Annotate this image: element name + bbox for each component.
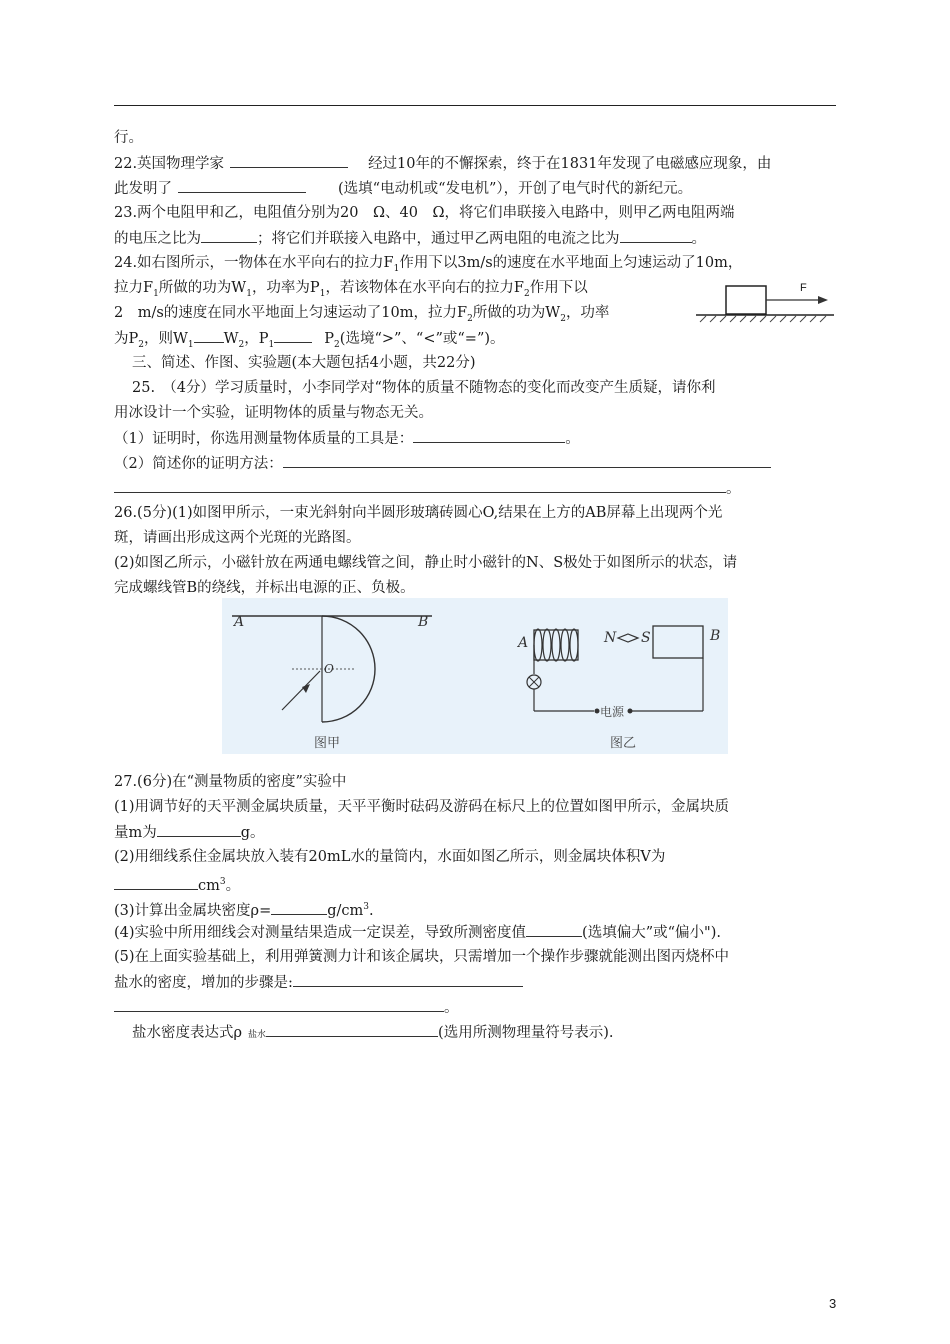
q27-blank6[interactable]	[114, 997, 444, 1012]
q24-blank1[interactable]	[194, 328, 224, 343]
section3-heading: 三、简述、作图、实验题(本大题包括4小题，共22分)	[132, 355, 476, 371]
caption-fig-a: 图甲	[314, 736, 341, 751]
label-s: S	[641, 630, 651, 646]
q25-blank1[interactable]	[413, 428, 565, 443]
q23-blank2[interactable]	[620, 228, 692, 243]
q24-line4: 为$P_2$，则$W_1$ $W_2$，$P_1$ $P_2$(选境“>”、“<”或“=”)。	[114, 328, 505, 355]
q27-line6: (3)计算出金属块密度$\rho= g/cm^3$.	[114, 897, 374, 921]
power-label: 电源	[600, 705, 625, 719]
q24-blank2[interactable]	[274, 328, 312, 343]
caption-fig-b: 图乙	[610, 736, 637, 751]
q22-line2: 此发明了 (选填“电动机或“发电机”），开创了电气时代的新纪元。	[114, 178, 692, 199]
page-number: 3	[829, 1296, 837, 1311]
q25-line5: 。	[114, 478, 741, 499]
continued-text: 行。	[114, 130, 143, 146]
q27-line11: 盐水密度表达式ρ 盐水 (选用所测物理量符号表示).	[132, 1022, 613, 1045]
q27-line4: (2)用细线系住金属块放入装有20mL水的量筒内，水面如图乙所示，则金属块体积V为	[114, 849, 666, 865]
q26-line1: 26.(5分)(1)如图甲所示，一束光斜射向半圆形玻璃砖圆心O,结果在上方的AB屏幕上出现两个光	[114, 505, 723, 521]
q23-blank1[interactable]	[201, 228, 257, 243]
label-a2: A	[518, 635, 529, 651]
q27-line1: 27.(6分)在“测量物质的密度”实验中	[114, 774, 347, 790]
q26-line2: 斑，请画出形成这两个光斑的光路图。	[114, 530, 361, 546]
q27-blank2[interactable]	[114, 875, 198, 890]
q24-line3: 2 m/s的速度在同水平地面上匀速运动了10m，拉力$F_2$所做的功为$W_2$，功率	[114, 305, 610, 324]
q27-blank1[interactable]	[157, 822, 241, 837]
figure-drawings	[222, 598, 728, 754]
q27-blank7[interactable]	[266, 1022, 438, 1037]
q25-line2: 用冰设计一个实验，证明物体的质量与物态无关。	[114, 405, 433, 421]
q27-line10: 。	[114, 997, 459, 1018]
q26-line4: 完成螺线管B的绕线，并标出电源的正、负极。	[114, 580, 415, 596]
header-rule	[114, 105, 836, 106]
q27-line9: 盐水的密度，增加的步骤是:	[114, 972, 523, 993]
q24-line1: 24.如右图所示，一物体在水平向右的拉力$F_1$作用下以3m/s的速度在水平地面上匀速运动了10m，	[114, 255, 743, 274]
q25-blank3[interactable]	[114, 478, 726, 493]
q24-line2: 拉力$F_1$所做的功为$W_1$，功率为$P_1$，若该物体在水平向右的拉力$F_2$作用下以	[114, 280, 588, 299]
force-label: F	[800, 282, 807, 294]
q22-line1: 22.英国物理学家 经过10年的不懈探索，终于在1831年发现了电磁感应现象，由	[114, 153, 771, 174]
label-n: N	[604, 630, 617, 646]
block-force-figure	[694, 280, 840, 328]
q27-line7: (4)实验中所用细线会对测量结果造成一定误差，导致所测密度值 (选填偏大”或“偏小").	[114, 922, 721, 943]
label-b2: B	[710, 628, 721, 644]
q27-line5: $cm^3$。	[114, 872, 240, 896]
q27-blank5[interactable]	[293, 972, 523, 987]
q25-line3: （1）证明时，你选用测量物体质量的工具是： 。	[114, 428, 580, 449]
q22-blank2[interactable]	[178, 178, 306, 193]
label-b: B	[418, 614, 429, 630]
q27-line2: (1)用调节好的天平测金属块质量，天平平衡时砝码及游码在标尺上的位置如图甲所示，金属块质	[114, 799, 730, 815]
q22-blank1[interactable]	[230, 153, 348, 168]
label-a: A	[234, 614, 245, 630]
q27-blank4[interactable]	[526, 922, 582, 937]
q25-blank2[interactable]	[283, 453, 771, 468]
q27-line3: 量m为 g。	[114, 822, 265, 843]
q25-line1: 25. （4分）学习质量时，小李同学对“物体的质量不随物态的变化而改变产生质疑，请你利	[132, 380, 716, 396]
figure-panel	[222, 598, 728, 754]
q26-line3: (2)如图乙所示，小磁针放在两通电螺线管之间，静止时小磁针的N、S极处于如图所示的状态，请	[114, 555, 738, 571]
label-o: O	[324, 662, 334, 676]
q23-line2: 的电压之比为 ；将它们并联接入电路中，通过甲乙两电阻的电流之比为 。	[114, 228, 706, 249]
q25-line4: （2）简述你的证明方法：	[114, 453, 771, 474]
q27-line8: (5)在上面实验基础上，利用弹簧测力计和该企属块，只需增加一个操作步骤就能测出图丙烧杯中	[114, 949, 730, 965]
q27-blank3[interactable]	[271, 900, 327, 915]
q23-line1: 23.两个电阻甲和乙，电阻值分别为20 Ω、40 Ω，将它们串联接入电路中，则甲乙两电阻两端	[114, 205, 735, 221]
